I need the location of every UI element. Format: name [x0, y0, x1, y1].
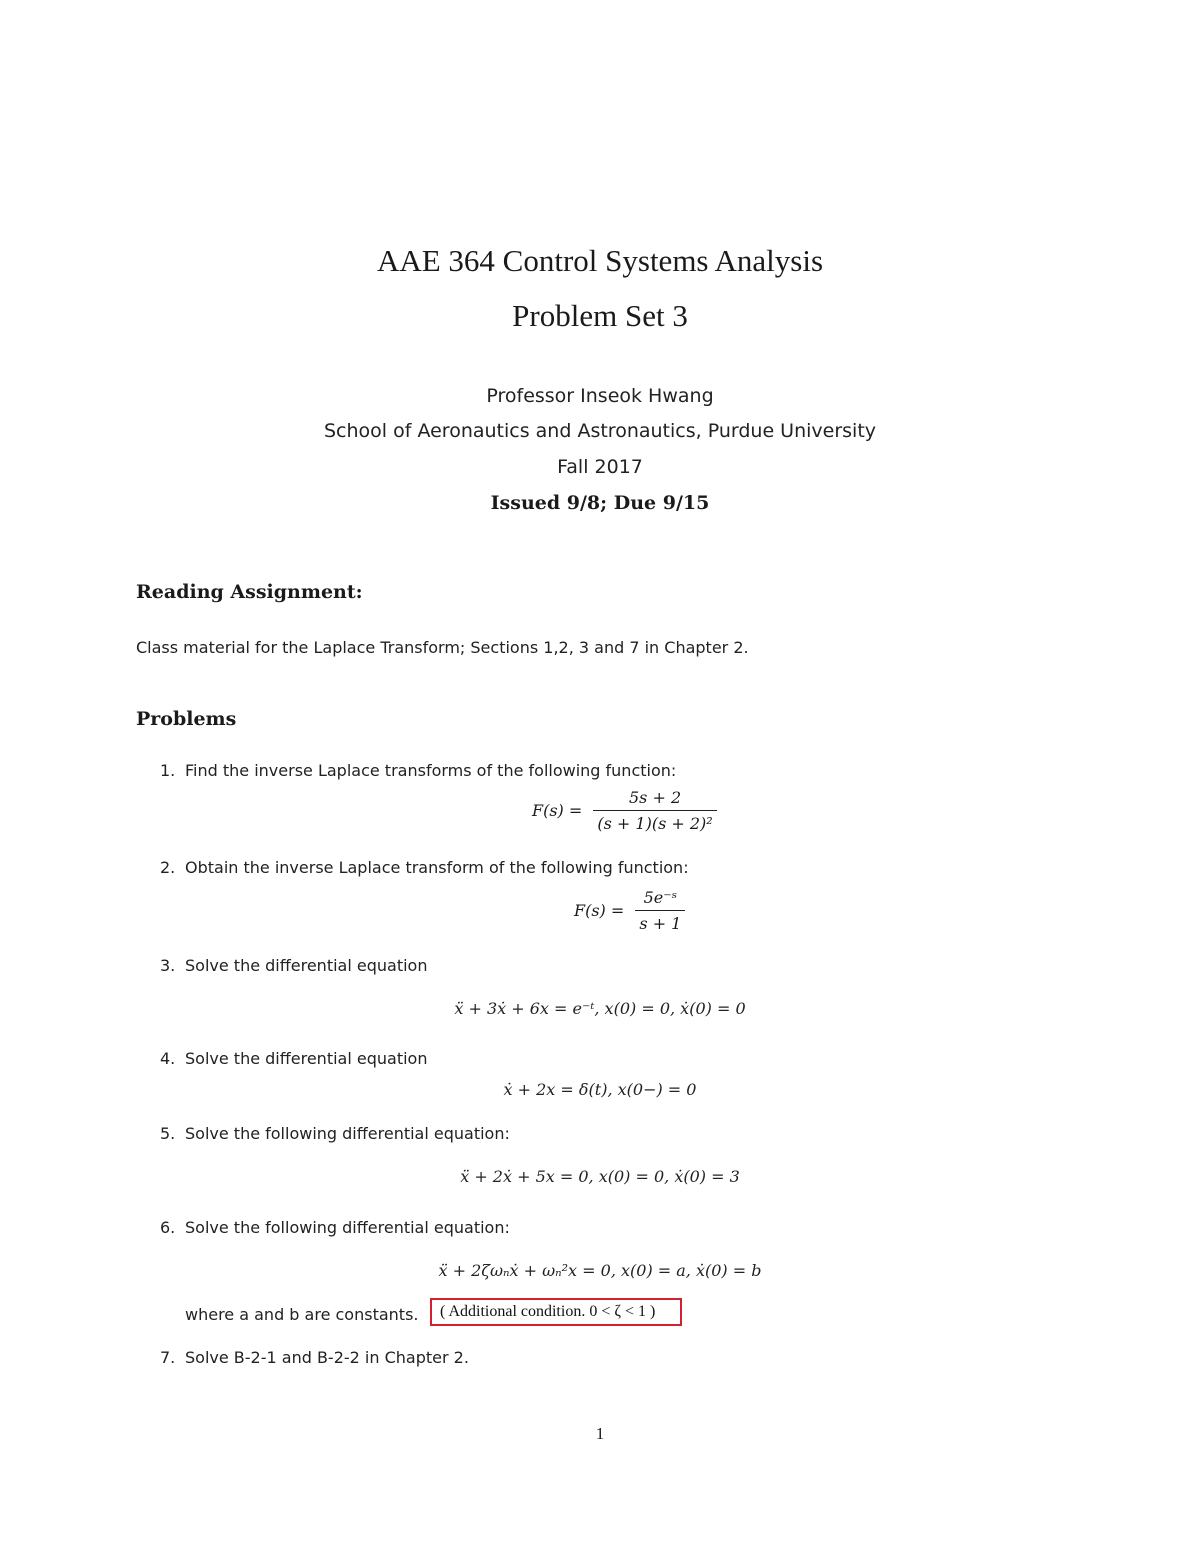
additional-condition-callout: ( Additional condition. 0 < ζ < 1 ) — [430, 1298, 682, 1326]
problem-text: Solve the differential equation — [185, 1049, 428, 1068]
document-title: AAE 364 Control Systems Analysis — [376, 243, 824, 278]
page-number: 1 — [595, 1424, 605, 1443]
issue-due-dates: Issued 9/8; Due 9/15 — [490, 492, 710, 514]
reading-text: Class material for the Laplace Transform; Sections 1,2, 3 and 7 in Chapter 2. — [136, 638, 749, 657]
problem-number: 1. — [160, 761, 176, 780]
fraction — [593, 788, 716, 833]
school-name: School of Aeronautics and Astronautics, Purdue University — [323, 420, 877, 442]
problem-note: where a and b are constants. — [185, 1305, 419, 1324]
equation-6: ẍ + 2ζωₙẋ + ωₙ²x = 0, x(0) = a, ẋ(0) = b — [438, 1261, 762, 1280]
problem-number: 5. — [160, 1124, 176, 1143]
reading-heading: Reading Assignment: — [136, 581, 363, 603]
denominator: (s + 1)(s + 2)² — [593, 810, 716, 833]
document-subtitle: Problem Set 3 — [512, 298, 688, 333]
problem-text: Solve the following differential equation: — [185, 1218, 510, 1237]
equation-2 — [574, 888, 685, 933]
numerator: 5e⁻ˢ — [643, 888, 678, 907]
problem-number: 7. — [160, 1348, 176, 1367]
equation-lhs: F(s) = — [532, 801, 583, 820]
equation-lhs: F(s) = — [574, 901, 625, 920]
problem-number: 2. — [160, 858, 176, 877]
equation-1 — [532, 788, 717, 833]
problem-number: 6. — [160, 1218, 176, 1237]
problem-text: Solve the following differential equation: — [185, 1124, 510, 1143]
fraction — [635, 888, 685, 933]
numerator: 5s + 2 — [628, 788, 682, 807]
problem-text: Solve B-2-1 and B-2-2 in Chapter 2. — [185, 1348, 469, 1367]
professor-name: Professor Inseok Hwang — [486, 385, 714, 407]
problem-number: 4. — [160, 1049, 176, 1068]
equation-3: ẍ + 3ẋ + 6x = e⁻ᵗ, x(0) = 0, ẋ(0) = 0 — [454, 999, 746, 1018]
equation-4: ẋ + 2x = δ(t), x(0−) = 0 — [503, 1080, 697, 1099]
problem-text: Obtain the inverse Laplace transform of the following function: — [185, 858, 689, 877]
problem-text: Find the inverse Laplace transforms of the following function: — [185, 761, 677, 780]
problem-number: 3. — [160, 956, 176, 975]
problems-heading: Problems — [136, 708, 237, 730]
term: Fall 2017 — [557, 456, 643, 478]
equation-5: ẍ + 2ẋ + 5x = 0, x(0) = 0, ẋ(0) = 3 — [460, 1167, 740, 1186]
problem-text: Solve the differential equation — [185, 956, 428, 975]
denominator: s + 1 — [635, 910, 685, 933]
